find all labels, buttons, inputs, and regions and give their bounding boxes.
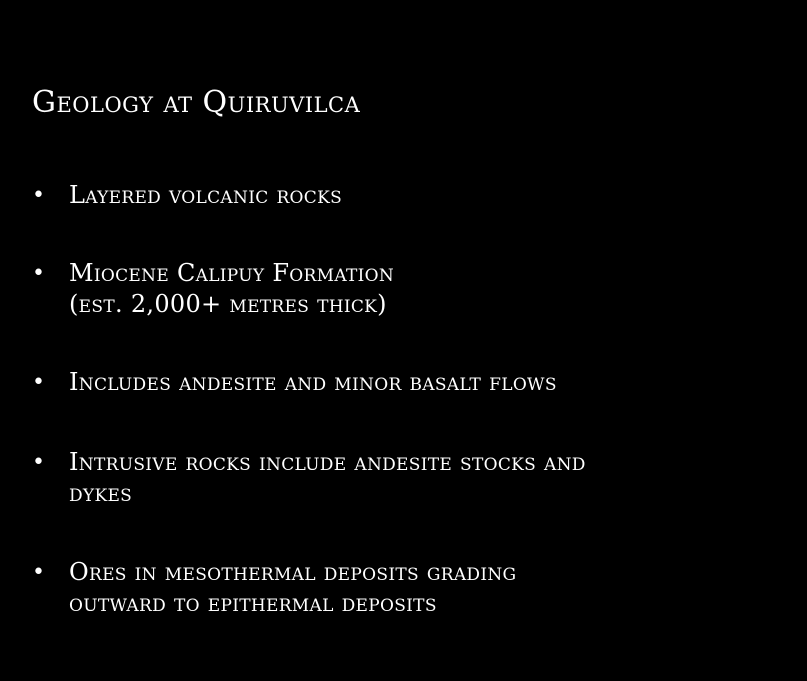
bullet-text: Intrusive rocks include andesite stocks and dykes xyxy=(69,448,586,507)
bullet-dot-icon: • xyxy=(32,450,45,475)
bullet-text: Ores in mesothermal deposits grading outward to epithermal deposits xyxy=(69,558,517,617)
bullet-text: Includes andesite and minor basalt flows xyxy=(69,368,557,396)
bullet-item-andesite-basalt xyxy=(30,367,790,398)
bullet-text: Layered volcanic rocks xyxy=(69,181,343,209)
slide-title: Geology at Quiruvilca xyxy=(32,85,361,120)
bullet-item-intrusive-rocks xyxy=(30,447,790,509)
bullet-dot-icon: • xyxy=(32,560,45,585)
bullet-text: Miocene Calipuy Formation (est. 2,000+ metres thick) xyxy=(69,259,395,318)
bullet-dot-icon: • xyxy=(32,370,45,395)
bullet-item-layered-volcanic xyxy=(30,180,790,211)
bullet-item-ores xyxy=(30,557,790,619)
bullet-item-calipuy-formation xyxy=(30,258,790,320)
bullet-dot-icon: • xyxy=(32,261,45,286)
bullet-dot-icon: • xyxy=(32,183,45,208)
